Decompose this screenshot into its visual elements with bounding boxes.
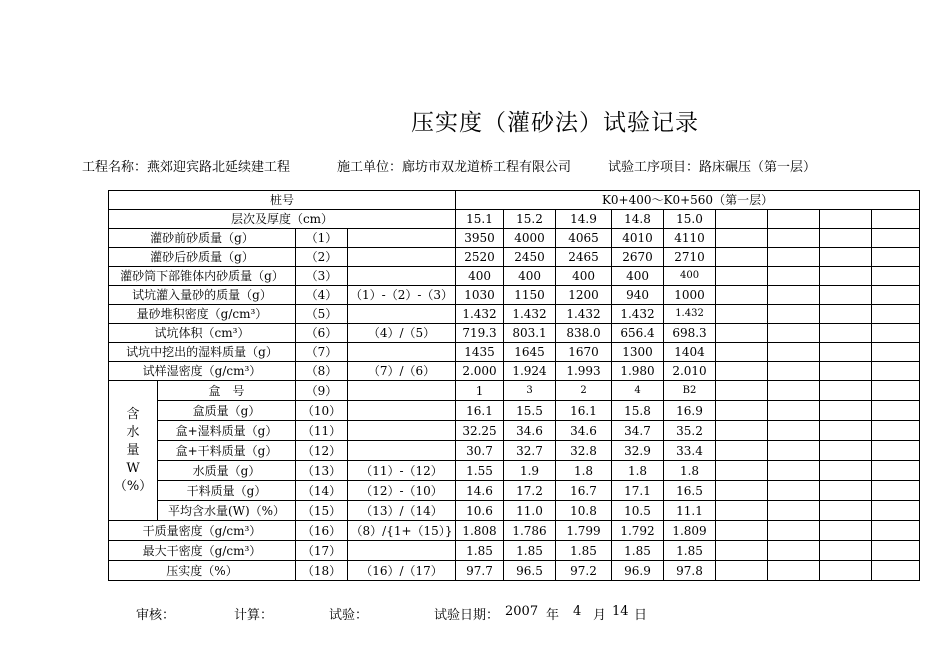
row-formula: （11）-（12） bbox=[348, 461, 456, 481]
value-cell: B2 bbox=[664, 381, 716, 401]
empty-cell bbox=[716, 248, 768, 267]
row-code: （17） bbox=[296, 541, 348, 561]
station-label: 桩号 bbox=[109, 191, 456, 210]
value-cell: 1030 bbox=[456, 286, 504, 305]
empty-cell bbox=[716, 561, 768, 581]
empty-cell bbox=[768, 343, 820, 362]
empty-cell bbox=[820, 461, 872, 481]
empty-cell bbox=[716, 421, 768, 441]
value-cell: 1.432 bbox=[504, 305, 556, 324]
row-label: 最大干密度（g/cm³） bbox=[109, 541, 296, 561]
value-cell: 1.85 bbox=[664, 541, 716, 561]
row-code: （12） bbox=[296, 441, 348, 461]
value-cell: 34.6 bbox=[504, 421, 556, 441]
empty-cell bbox=[768, 229, 820, 248]
value-cell: 719.3 bbox=[456, 324, 504, 343]
value-cell: 33.4 bbox=[664, 441, 716, 461]
moisture-label-char: （%） bbox=[113, 478, 153, 494]
value-cell: 698.3 bbox=[664, 324, 716, 343]
value-cell: 1150 bbox=[504, 286, 556, 305]
value-cell: 32.25 bbox=[456, 421, 504, 441]
row-label: 水质量（g） bbox=[158, 461, 296, 481]
empty-cell bbox=[768, 421, 820, 441]
value-cell: 32.8 bbox=[556, 441, 612, 461]
empty-cell bbox=[872, 248, 920, 267]
value-cell: 2465 bbox=[556, 248, 612, 267]
value-cell: 2 bbox=[556, 381, 612, 401]
value-cell: 400 bbox=[456, 267, 504, 286]
row-code: （15） bbox=[296, 501, 348, 521]
table-row bbox=[109, 481, 920, 501]
table-row bbox=[109, 381, 920, 401]
value-cell: 400 bbox=[664, 267, 716, 286]
value-cell: 10.6 bbox=[456, 501, 504, 521]
value-cell: 1300 bbox=[612, 343, 664, 362]
row-code: （14） bbox=[296, 481, 348, 501]
row-code: （6） bbox=[296, 324, 348, 343]
value-cell: 1.9 bbox=[504, 461, 556, 481]
row-formula: （1）-（2）-（3） bbox=[348, 286, 456, 305]
date-year-unit: 年 bbox=[546, 608, 560, 623]
value-cell: 16.1 bbox=[556, 401, 612, 421]
row-code: （9） bbox=[296, 381, 348, 401]
empty-cell bbox=[768, 381, 820, 401]
row-formula bbox=[348, 541, 456, 561]
empty-cell bbox=[820, 229, 872, 248]
row-formula bbox=[348, 267, 456, 286]
empty-cell bbox=[872, 229, 920, 248]
value-cell: 1.8 bbox=[612, 461, 664, 481]
row-code: （8） bbox=[296, 362, 348, 381]
row-formula bbox=[348, 229, 456, 248]
layer-value: 15.0 bbox=[664, 210, 716, 229]
empty-cell bbox=[716, 286, 768, 305]
empty-cell bbox=[872, 461, 920, 481]
header-row bbox=[109, 191, 920, 210]
moisture-label-char: 含 bbox=[126, 406, 140, 422]
row-label: 盒质量（g） bbox=[158, 401, 296, 421]
row-formula: （16）/（17） bbox=[348, 561, 456, 581]
value-cell: 16.5 bbox=[664, 481, 716, 501]
empty-cell bbox=[768, 305, 820, 324]
value-cell: 14.6 bbox=[456, 481, 504, 501]
value-cell: 17.1 bbox=[612, 481, 664, 501]
table-row bbox=[109, 561, 920, 581]
value-cell: 30.7 bbox=[456, 441, 504, 461]
layer-value: 14.9 bbox=[556, 210, 612, 229]
value-cell: 4000 bbox=[504, 229, 556, 248]
empty-cell bbox=[768, 362, 820, 381]
empty-cell bbox=[872, 381, 920, 401]
value-cell: 10.5 bbox=[612, 501, 664, 521]
value-cell: 1.799 bbox=[556, 521, 612, 541]
row-code: （13） bbox=[296, 461, 348, 481]
empty-cell bbox=[768, 267, 820, 286]
row-code: （18） bbox=[296, 561, 348, 581]
row-formula: （8）/{1+（15）} bbox=[348, 521, 456, 541]
date-month: 4 bbox=[573, 604, 582, 619]
row-label: 盒 号 bbox=[158, 381, 296, 401]
moisture-group-label bbox=[109, 381, 158, 521]
row-label: 压实度（%） bbox=[109, 561, 296, 581]
row-code: （2） bbox=[296, 248, 348, 267]
value-cell: 97.8 bbox=[664, 561, 716, 581]
row-code: （16） bbox=[296, 521, 348, 541]
value-cell: 1.85 bbox=[456, 541, 504, 561]
value-cell: 35.2 bbox=[664, 421, 716, 441]
value-cell: 1.8 bbox=[556, 461, 612, 481]
value-cell: 1.432 bbox=[456, 305, 504, 324]
value-cell: 3 bbox=[504, 381, 556, 401]
empty-cell bbox=[820, 441, 872, 461]
empty-cell bbox=[872, 481, 920, 501]
date-year: 2007 bbox=[505, 604, 539, 619]
empty-cell bbox=[820, 248, 872, 267]
layer-value: 14.8 bbox=[612, 210, 664, 229]
empty-cell bbox=[820, 521, 872, 541]
value-cell: 97.2 bbox=[556, 561, 612, 581]
empty-cell bbox=[820, 324, 872, 343]
empty-cell bbox=[820, 481, 872, 501]
moisture-label-char: 水 bbox=[126, 424, 140, 440]
table-row bbox=[109, 267, 920, 286]
value-cell: 2450 bbox=[504, 248, 556, 267]
date-month-unit: 月 bbox=[593, 608, 607, 623]
value-cell: 96.9 bbox=[612, 561, 664, 581]
empty-cell bbox=[872, 210, 920, 229]
record-table bbox=[108, 190, 920, 581]
value-cell: 34.7 bbox=[612, 421, 664, 441]
value-cell: 4010 bbox=[612, 229, 664, 248]
empty-cell bbox=[820, 267, 872, 286]
value-cell: 1.432 bbox=[612, 305, 664, 324]
value-cell: 400 bbox=[504, 267, 556, 286]
empty-cell bbox=[872, 401, 920, 421]
value-cell: 11.1 bbox=[664, 501, 716, 521]
date-day-unit: 日 bbox=[634, 608, 648, 623]
row-formula bbox=[348, 305, 456, 324]
layer-value: 15.2 bbox=[504, 210, 556, 229]
table-row bbox=[109, 286, 920, 305]
value-cell: 1.432 bbox=[664, 305, 716, 324]
empty-cell bbox=[820, 343, 872, 362]
empty-cell bbox=[820, 561, 872, 581]
value-cell: 34.6 bbox=[556, 421, 612, 441]
value-cell: 1.786 bbox=[504, 521, 556, 541]
table-row bbox=[109, 305, 920, 324]
empty-cell bbox=[820, 210, 872, 229]
empty-cell bbox=[716, 381, 768, 401]
empty-cell bbox=[872, 541, 920, 561]
row-formula bbox=[348, 401, 456, 421]
value-cell: 803.1 bbox=[504, 324, 556, 343]
value-cell: 1200 bbox=[556, 286, 612, 305]
row-code: （1） bbox=[296, 229, 348, 248]
row-label: 量砂堆积密度（g/cm³） bbox=[109, 305, 296, 324]
empty-cell bbox=[768, 441, 820, 461]
empty-cell bbox=[716, 481, 768, 501]
empty-cell bbox=[716, 229, 768, 248]
row-code: （11） bbox=[296, 421, 348, 441]
row-label: 试坑灌入量砂的质量（g） bbox=[109, 286, 296, 305]
value-cell: 1.85 bbox=[612, 541, 664, 561]
row-code: （7） bbox=[296, 343, 348, 362]
value-cell: 11.0 bbox=[504, 501, 556, 521]
review-label: 审核： bbox=[136, 608, 176, 623]
value-cell: 1.432 bbox=[556, 305, 612, 324]
row-formula: （4）/（5） bbox=[348, 324, 456, 343]
table-row bbox=[109, 248, 920, 267]
value-cell: 15.5 bbox=[504, 401, 556, 421]
empty-cell bbox=[820, 541, 872, 561]
date-day: 14 bbox=[612, 604, 629, 619]
value-cell: 400 bbox=[612, 267, 664, 286]
empty-cell bbox=[820, 401, 872, 421]
row-code: （4） bbox=[296, 286, 348, 305]
empty-cell bbox=[768, 210, 820, 229]
value-cell: 1.809 bbox=[664, 521, 716, 541]
empty-cell bbox=[820, 286, 872, 305]
value-cell: 2670 bbox=[612, 248, 664, 267]
empty-cell bbox=[716, 441, 768, 461]
table-row bbox=[109, 461, 920, 481]
calc-label: 计算： bbox=[234, 608, 274, 623]
table-row bbox=[109, 541, 920, 561]
value-cell: 2520 bbox=[456, 248, 504, 267]
layer-value: 15.1 bbox=[456, 210, 504, 229]
value-cell: 1.980 bbox=[612, 362, 664, 381]
row-formula bbox=[348, 343, 456, 362]
empty-cell bbox=[716, 210, 768, 229]
row-label: 灌砂后砂质量（g） bbox=[109, 248, 296, 267]
empty-cell bbox=[716, 501, 768, 521]
empty-cell bbox=[716, 401, 768, 421]
empty-cell bbox=[820, 381, 872, 401]
empty-cell bbox=[768, 401, 820, 421]
empty-cell bbox=[872, 561, 920, 581]
value-cell: 1435 bbox=[456, 343, 504, 362]
empty-cell bbox=[768, 461, 820, 481]
table-row bbox=[109, 501, 920, 521]
empty-cell bbox=[872, 441, 920, 461]
row-code: （5） bbox=[296, 305, 348, 324]
value-cell: 838.0 bbox=[556, 324, 612, 343]
value-cell: 1.55 bbox=[456, 461, 504, 481]
empty-cell bbox=[768, 248, 820, 267]
page-title: 压实度（灌砂法）试验记录 bbox=[411, 110, 699, 136]
value-cell: 4 bbox=[612, 381, 664, 401]
value-cell: 940 bbox=[612, 286, 664, 305]
value-cell: 1.993 bbox=[556, 362, 612, 381]
empty-cell bbox=[716, 267, 768, 286]
row-label: 干料质量（g） bbox=[158, 481, 296, 501]
empty-cell bbox=[768, 324, 820, 343]
value-cell: 97.7 bbox=[456, 561, 504, 581]
table-row bbox=[109, 521, 920, 541]
value-cell: 4110 bbox=[664, 229, 716, 248]
row-formula bbox=[348, 381, 456, 401]
test-label: 试验： bbox=[329, 608, 369, 623]
empty-cell bbox=[872, 521, 920, 541]
value-cell: 10.8 bbox=[556, 501, 612, 521]
row-formula: （12）-（10） bbox=[348, 481, 456, 501]
empty-cell bbox=[768, 541, 820, 561]
row-formula bbox=[348, 248, 456, 267]
table-row bbox=[109, 401, 920, 421]
row-label: 试坑体积（cm³） bbox=[109, 324, 296, 343]
value-cell: 1000 bbox=[664, 286, 716, 305]
table-row bbox=[109, 441, 920, 461]
row-label: 干质量密度（g/cm³） bbox=[109, 521, 296, 541]
empty-cell bbox=[820, 362, 872, 381]
value-cell: 17.2 bbox=[504, 481, 556, 501]
value-cell: 1645 bbox=[504, 343, 556, 362]
value-cell: 400 bbox=[556, 267, 612, 286]
empty-cell bbox=[872, 501, 920, 521]
value-cell: 1.792 bbox=[612, 521, 664, 541]
layer-row bbox=[109, 210, 920, 229]
row-label: 平均含水量(W)（%） bbox=[158, 501, 296, 521]
value-cell: 1 bbox=[456, 381, 504, 401]
row-label: 试样湿密度（g/cm³） bbox=[109, 362, 296, 381]
project-name: 工程名称：燕郊迎宾路北延续建工程 bbox=[82, 160, 291, 175]
date-label: 试验日期： bbox=[434, 608, 500, 623]
empty-cell bbox=[820, 421, 872, 441]
moisture-label-char: 量 bbox=[126, 442, 140, 458]
empty-cell bbox=[716, 362, 768, 381]
empty-cell bbox=[716, 541, 768, 561]
row-label: 试坑中挖出的湿料质量（g） bbox=[109, 343, 296, 362]
value-cell: 15.8 bbox=[612, 401, 664, 421]
construction-unit: 施工单位：廊坊市双龙道桥工程有限公司 bbox=[337, 160, 572, 175]
value-cell: 1404 bbox=[664, 343, 716, 362]
value-cell: 2710 bbox=[664, 248, 716, 267]
empty-cell bbox=[768, 481, 820, 501]
empty-cell bbox=[872, 421, 920, 441]
empty-cell bbox=[820, 305, 872, 324]
empty-cell bbox=[872, 305, 920, 324]
value-cell: 32.7 bbox=[504, 441, 556, 461]
value-cell: 2.010 bbox=[664, 362, 716, 381]
table-row bbox=[109, 324, 920, 343]
empty-cell bbox=[716, 461, 768, 481]
value-cell: 1.85 bbox=[556, 541, 612, 561]
row-label: 灌砂筒下部锥体内砂质量（g） bbox=[109, 267, 296, 286]
empty-cell bbox=[872, 343, 920, 362]
row-code: （10） bbox=[296, 401, 348, 421]
empty-cell bbox=[768, 521, 820, 541]
layer-label: 层次及厚度（cm） bbox=[109, 210, 456, 229]
row-formula: （7）/（6） bbox=[348, 362, 456, 381]
empty-cell bbox=[820, 501, 872, 521]
row-formula bbox=[348, 421, 456, 441]
empty-cell bbox=[716, 343, 768, 362]
value-cell: 1.85 bbox=[504, 541, 556, 561]
value-cell: 1670 bbox=[556, 343, 612, 362]
value-cell: 2.000 bbox=[456, 362, 504, 381]
value-cell: 32.9 bbox=[612, 441, 664, 461]
moisture-label-char: W bbox=[126, 460, 140, 476]
empty-cell bbox=[872, 267, 920, 286]
value-cell: 16.9 bbox=[664, 401, 716, 421]
row-code: （3） bbox=[296, 267, 348, 286]
value-cell: 1.8 bbox=[664, 461, 716, 481]
table-row bbox=[109, 362, 920, 381]
empty-cell bbox=[768, 501, 820, 521]
value-cell: 1.924 bbox=[504, 362, 556, 381]
test-process: 试验工序项目：路床碾压（第一层） bbox=[608, 160, 817, 175]
empty-cell bbox=[768, 561, 820, 581]
empty-cell bbox=[716, 305, 768, 324]
table-row bbox=[109, 343, 920, 362]
row-formula: （13）/（14） bbox=[348, 501, 456, 521]
empty-cell bbox=[872, 286, 920, 305]
value-cell: 16.1 bbox=[456, 401, 504, 421]
row-label: 灌砂前砂质量（g） bbox=[109, 229, 296, 248]
value-cell: 3950 bbox=[456, 229, 504, 248]
value-cell: 4065 bbox=[556, 229, 612, 248]
row-formula bbox=[348, 441, 456, 461]
empty-cell bbox=[716, 521, 768, 541]
empty-cell bbox=[768, 286, 820, 305]
station-value: K0+400～K0+560（第一层） bbox=[456, 191, 920, 210]
row-label: 盒+湿料质量（g） bbox=[158, 421, 296, 441]
value-cell: 16.7 bbox=[556, 481, 612, 501]
value-cell: 96.5 bbox=[504, 561, 556, 581]
row-label: 盒+干料质量（g） bbox=[158, 441, 296, 461]
empty-cell bbox=[872, 324, 920, 343]
value-cell: 656.4 bbox=[612, 324, 664, 343]
table-row bbox=[109, 229, 920, 248]
value-cell: 1.808 bbox=[456, 521, 504, 541]
empty-cell bbox=[872, 362, 920, 381]
table-row bbox=[109, 421, 920, 441]
empty-cell bbox=[716, 324, 768, 343]
